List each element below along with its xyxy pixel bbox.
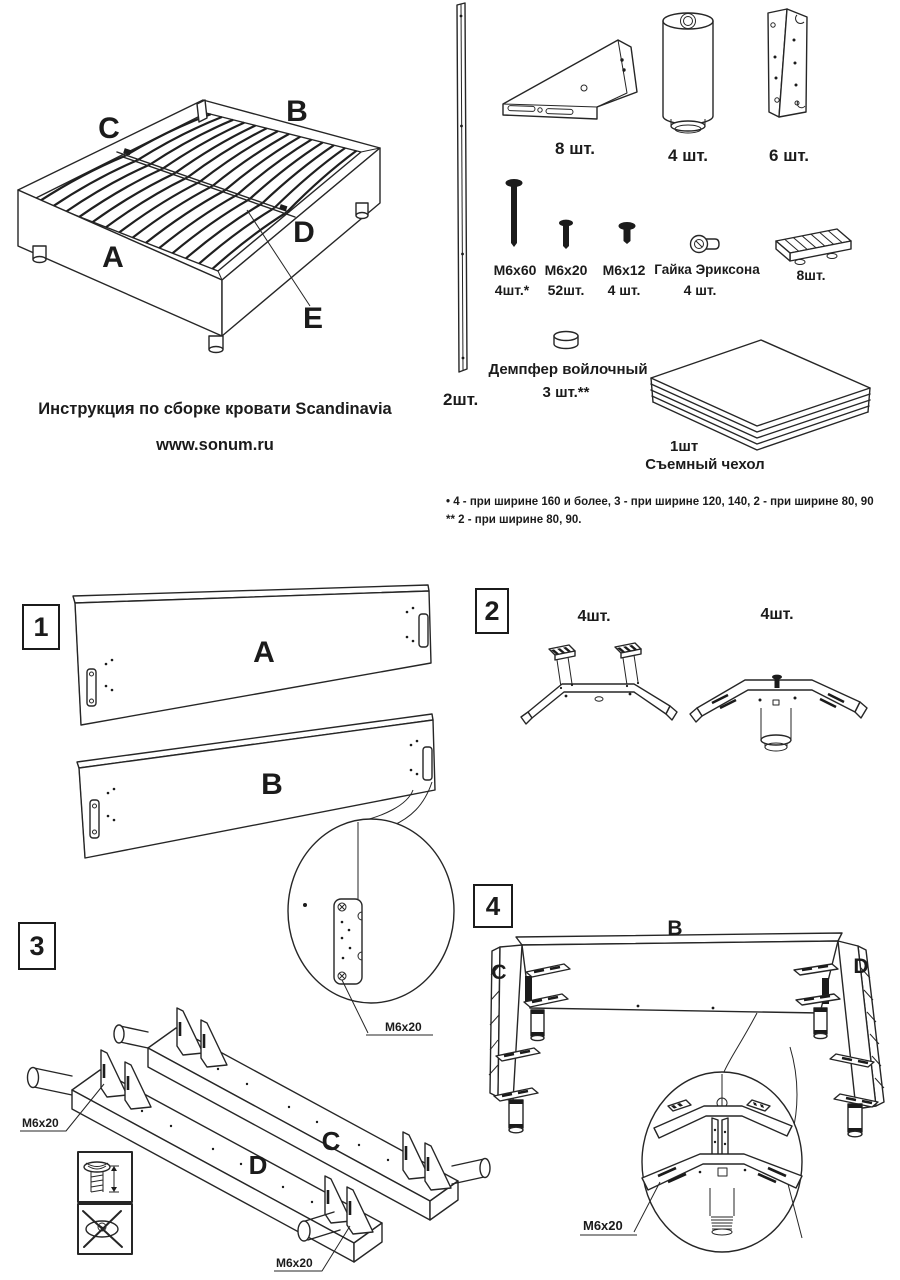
step2-plate-with-leg bbox=[690, 675, 867, 751]
step1-number-box bbox=[22, 604, 60, 650]
step2-drawing bbox=[521, 643, 867, 751]
overview-label-b: B bbox=[286, 95, 308, 128]
step3-number-box bbox=[18, 922, 56, 970]
felt-damper-qty: 3 шт.** bbox=[542, 384, 590, 401]
screw-insert-depth-icon bbox=[78, 1152, 132, 1202]
damper-block-part bbox=[776, 229, 851, 265]
corner-qty: 6 шт. bbox=[769, 146, 809, 165]
overview-label-c: C bbox=[98, 112, 120, 145]
bolt-m6x60-name: M6x60 bbox=[493, 262, 537, 278]
website-url: www.sonum.ru bbox=[156, 436, 274, 454]
step3-drawing bbox=[20, 1008, 490, 1271]
step2-number-box bbox=[475, 588, 509, 634]
step2-qty-left: 4шт. bbox=[577, 608, 611, 625]
step1-number: 1 bbox=[33, 611, 49, 642]
step3-fastener-label-left: M6x20 bbox=[22, 1116, 59, 1130]
overview-label-d: D bbox=[293, 216, 315, 249]
corner-part bbox=[768, 9, 807, 117]
parts-drawings bbox=[457, 3, 870, 450]
step1-detail-circle bbox=[288, 819, 454, 1003]
cover-part bbox=[651, 340, 870, 450]
erikson-nut-name: Гайка Эриксона bbox=[654, 262, 760, 277]
step4-panel-b bbox=[522, 941, 838, 1013]
step4-number-box bbox=[473, 884, 513, 928]
step3-label-d: D bbox=[248, 1150, 268, 1180]
felt-damper-part bbox=[554, 332, 578, 349]
step2-qty-right: 4шт. bbox=[760, 606, 794, 623]
footnote-line1: • 4 - при ширине 160 и более, 3 - при ширине 120, 140, 2 - при ширине 80, 90 bbox=[446, 496, 874, 508]
no-overtighten-icon bbox=[78, 1204, 132, 1254]
step4-number: 4 bbox=[485, 890, 501, 921]
felt-damper-name: Демпфер войлочный bbox=[488, 361, 648, 378]
bolt-m6x20-qty: 52шт. bbox=[547, 282, 585, 298]
footnote-line2: ** 2 - при ширине 80, 90. bbox=[446, 514, 582, 526]
step4-label-b: B bbox=[667, 917, 683, 940]
step3-label-c: C bbox=[321, 1126, 341, 1156]
step1-label-b: B bbox=[261, 768, 283, 801]
erikson-nut-qty: 4 шт. bbox=[683, 282, 717, 298]
damper-block-qty: 8шт. bbox=[796, 267, 826, 283]
step1-fastener-label: M6x20 bbox=[385, 1020, 422, 1034]
step3-fastener-label-right: M6x20 bbox=[276, 1256, 313, 1270]
cover-qty: 1шт bbox=[670, 438, 699, 455]
step4-drawing bbox=[489, 933, 884, 1252]
corner-bracket-mark bbox=[197, 100, 207, 122]
slat-part bbox=[457, 3, 467, 372]
step4-label-c: C bbox=[491, 961, 507, 984]
step4-fastener-label: M6x20 bbox=[583, 1218, 623, 1233]
bolt-m6x12-qty: 4 шт. bbox=[607, 282, 641, 298]
slat-qty: 2шт. bbox=[443, 390, 479, 409]
bracket-part bbox=[503, 40, 637, 119]
erikson-nut-part bbox=[691, 236, 720, 253]
step2-number: 2 bbox=[484, 595, 500, 626]
step1-label-a: A bbox=[253, 636, 275, 669]
step3-number: 3 bbox=[29, 930, 45, 961]
step2-plate-with-dampers bbox=[521, 643, 677, 724]
bolt-m6x60-part bbox=[506, 179, 523, 247]
overview-label-e: E bbox=[302, 302, 324, 335]
cover-name: Съемный чехол bbox=[645, 456, 765, 473]
bolt-m6x60-qty: 4шт.* bbox=[494, 282, 530, 298]
bolt-m6x12-name: M6x12 bbox=[602, 262, 646, 278]
overview-label-a: A bbox=[102, 241, 124, 274]
leg-qty: 4 шт. bbox=[668, 146, 708, 165]
leg-part bbox=[663, 13, 713, 133]
bolt-m6x20-name: M6x20 bbox=[544, 262, 588, 278]
bolt-m6x20-part bbox=[559, 220, 573, 249]
step4-label-d: D bbox=[853, 955, 869, 978]
bed-overview-drawing bbox=[18, 100, 380, 353]
bracket-qty: 8 шт. bbox=[555, 139, 595, 158]
page-title: Инструкция по сборке кровати Scandinavia bbox=[38, 400, 392, 418]
bolt-m6x12-part bbox=[619, 222, 636, 244]
